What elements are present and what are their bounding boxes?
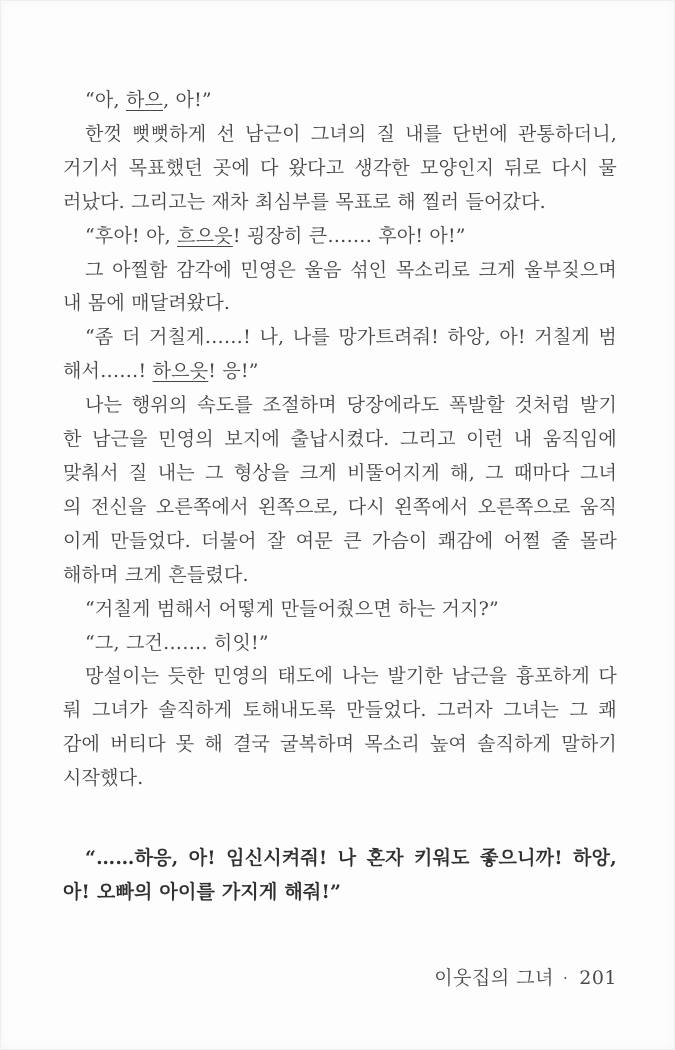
text-line: “좀 더 거칠게……! 나, 나를 망가트려줘! 하앙, 아! 거칠게 범 — [85, 326, 617, 349]
text-line: 러났다. 그리고는 재차 최심부를 목표로 해 찔러 들어갔다. — [63, 190, 546, 213]
book-title: 이웃집의 그녀 — [434, 967, 554, 989]
text-line: 시작했다. — [63, 767, 144, 790]
text-line: 해서……! 하으읏! 응!” — [63, 360, 259, 383]
text-line: “아, 하으, 아!” — [85, 89, 212, 111]
emphasis-line: 아! 오빠의 아이를 가지게 해줘!” — [63, 880, 342, 903]
text-line: 맞춰서 질 내는 그 형상을 크게 비뚤어지게 해, 그 때마다 그녀 — [63, 461, 617, 484]
separator-dot: · — [562, 969, 569, 987]
page-number: 201 — [579, 967, 617, 989]
emphasis-line: “……하응, 아! 임신시켜줘! 나 혼자 키워도 좋으니까! 하앙, — [85, 847, 617, 870]
underlined-text: 흐으읏 — [177, 224, 233, 247]
body-text — [63, 84, 617, 910]
text-line: 내 몸에 매달려왔다. — [63, 292, 231, 315]
text-line: “그, 그건……. 히잇!” — [85, 631, 269, 654]
text-line: 의 전신을 오른쪽에서 왼쪽으로, 다시 왼쪽에서 오른쪽으로 움직 — [63, 495, 617, 518]
text-line: 뤄 그녀가 솔직하게 토해내도록 만들었다. 그러자 그녀는 그 쾌 — [63, 699, 617, 722]
text-line: 그 아찔함 감각에 민영은 울음 섞인 목소리로 크게 울부짖으며 — [85, 258, 617, 281]
page-footer — [434, 963, 617, 990]
text-line: 감에 버티다 못 해 결국 굴복하며 목소리 높여 솔직하게 말하기 — [63, 733, 617, 756]
text-line: 나는 행위의 속도를 조절하며 당장에라도 폭발할 것처럼 발기 — [85, 394, 617, 417]
text-line: 한껏 뻣뻣하게 선 남근이 그녀의 질 내를 단번에 관통하더니, — [85, 122, 617, 145]
text-line: 망설이는 듯한 민영의 태도에 나는 발기한 남근을 흉포하게 다 — [85, 665, 617, 688]
text-line: “거칠게 범해서 어떻게 만들어줬으면 하는 거지?” — [85, 597, 499, 620]
text-line: 거기서 목표했던 곳에 다 왔다고 생각한 모양인지 뒤로 다시 물 — [63, 156, 617, 179]
text-line: “후아! 아, 흐으읏! 굉장히 큰……. 후아! 아!” — [85, 224, 466, 247]
text-line: 이게 만들었다. 더불어 잘 여문 큰 가슴이 쾌감에 어쩔 줄 몰라 — [63, 529, 617, 552]
underlined-text: 하으읏 — [152, 360, 209, 383]
underlined-text: 하으 — [125, 89, 164, 111]
text-line: 해하며 크게 흔들렸다. — [63, 563, 249, 586]
text-line: 한 남근을 민영의 보지에 출납시켰다. 그리고 이런 내 움직임에 — [63, 428, 617, 451]
